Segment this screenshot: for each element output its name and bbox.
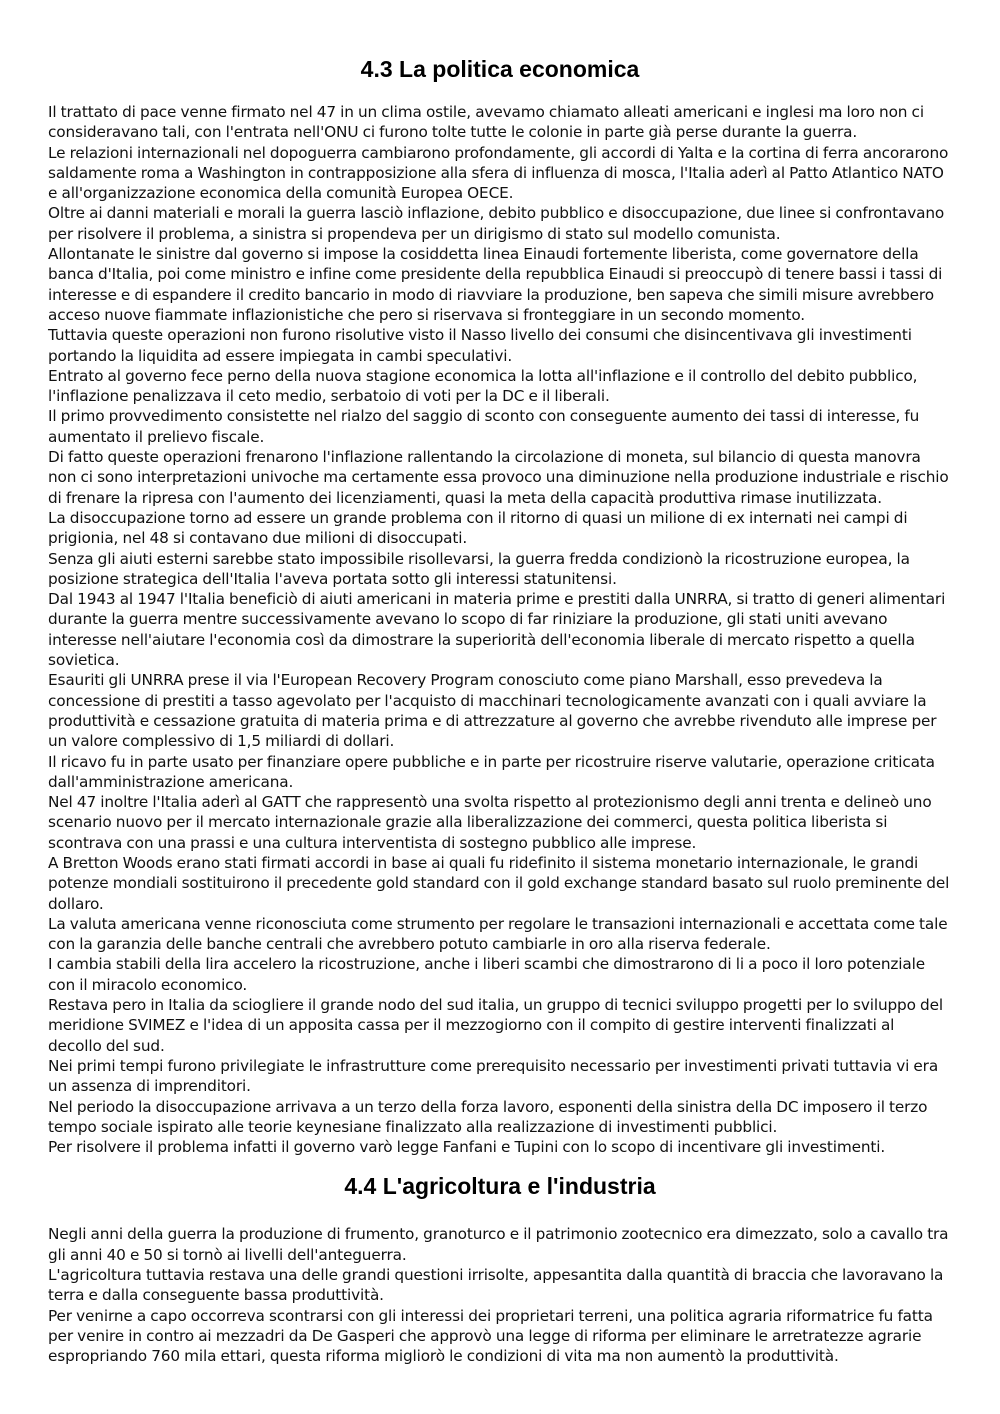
- paragraph: Negli anni della guerra la produzione di frumento, granoturco e il patrimonio zootecnico era dimezzato, solo a cavallo tra gli anni 40 e 50 si tornò ai livelli dell'anteguerra.: [48, 1225, 949, 1264]
- paragraph: Nel 47 inoltre l'Italia aderì al GATT che rappresentò una svolta rispetto al protezionismo degli anni trenta e delineò uno scenario nuovo per il mercato internazionale grazie alla liberalizzazione dei commerci, questa politica liberista si scontrava con una prassi e una cultura interventista di sostegno pubblico alle imprese.: [48, 793, 932, 852]
- section-title: 4.3 La politica economica: [360, 56, 640, 82]
- paragraph: Di fatto queste operazioni frenarono l'inflazione rallentando la circolazione di moneta, sul bilancio di questa manovra non ci sono interpretazioni univoche ma certamente essa provoco una diminuzione nella produzione industriale e rischio di frenare la ripresa con l'aumento dei licenziamenti, quasi la meta della capacità produttiva rimase inutilizzata.: [48, 448, 949, 507]
- paragraph: Nei primi tempi furono privilegiate le infrastrutture come prerequisito necessario per investimenti privati tuttavia vi era un assenza di imprenditori.: [48, 1056, 939, 1096]
- paragraph: Il trattato di pace venne firmato nel 47 in un clima ostile, avevamo chiamato alleati americani e inglesi ma loro non ci consideravano tali, con l'entrata nell'ONU ci furono tolte tutte le colonie in parte già perse durante la guerra.: [48, 103, 924, 142]
- paragraph: Dal 1943 al 1947 l'Italia beneficiò di aiuti americani in materia prime e prestiti dalla UNRRA, si tratto di generi alimentari durante la guerra mentre successivamente avevano lo scopo di far riniziare la produzione, gli stati uniti avevano interesse nell'aiutare l'economia così da dimostrare la superiorità dell'economia liberale di mercato rispetto a quella sovietica.: [48, 590, 946, 670]
- section-politica-economica: [48, 52, 952, 1157]
- paragraph: Oltre ai danni materiali e morali la guerra lasciò inflazione, debito pubblico e disoccupazione, due linee si confrontavano per risolvere il problema, a sinistra si propendeva per un dirigismo di stato sul modello comunista.: [48, 204, 945, 243]
- paragraph: Esauriti gli UNRRA prese il via l'European Recovery Program conosciuto come piano Marshall, esso prevedeva la concessione di prestiti a tasso agevolato per l'acquisto di macchinari tecnologicamente avanzati con i quali avviare la produttività e cessazione gratuita di materia prima e di attrezzature al governo che avrebbe rivenduto alle imprese per un valore complessivo di 1,5 miliardi di dollari.: [48, 671, 937, 751]
- section-body: [48, 1224, 952, 1366]
- paragraph: Il primo provvedimento consistette nel rialzo del saggio di sconto con conseguente aumento dei tassi di interesse, fu aumentato il prelievo fiscale.: [48, 407, 920, 446]
- paragraph: A Bretton Woods erano stati firmati accordi in base ai quali fu ridefinito il sistema monetario internazionale, le grandi potenze mondiali sostituirono il precedente gold standard con il gold exchange standard basato sul ruolo preminente del dollaro.: [48, 853, 950, 913]
- paragraph: La valuta americana venne riconosciuta come strumento per regolare le transazioni internazionali e accettata come tale con la garanzia delle banche centrali che avrebbero potuto cambiarle in oro alla riserva federale.: [48, 914, 948, 954]
- section-agricoltura-industria: [48, 1169, 952, 1366]
- paragraph: Per venirne a capo occorreva scontrarsi con gli interessi dei proprietari terreni, una politica agraria riformatrice fu fatta per venire in contro ai mezzadri da De Gasperi che approvò una legge di riforma per eliminare le arretratezze agrarie espropriando 760 mila ettari, questa riforma migliorò le condizioni di vita ma non aumentò la produttività.: [48, 1306, 933, 1366]
- paragraph: Allontanate le sinistre dal governo si impose la cosiddetta linea Einaudi fortemente liberista, come governatore della banca d'Italia, poi come ministro e infine come presidente della repubblica Einaudi si preoccupò di tenere bassi i tassi di interesse e di espandere il credito bancario in modo di riavviare la produzione, ben sapeva che simili misure avrebbero acceso nuove fiammate inflazionistiche che pero si riservava si fronteggiare in un secondo momento.: [48, 245, 943, 324]
- paragraph: Il ricavo fu in parte usato per finanziare opere pubbliche e in parte per ricostruire riserve valutarie, operazione criticata dall'amministrazione americana.: [48, 752, 935, 791]
- section-body: [48, 102, 952, 1157]
- paragraph: I cambia stabili della lira accelero la ricostruzione, anche i liberi scambi che dimostrarono di li a poco il loro potenziale con il miracolo economico.: [48, 955, 925, 994]
- paragraph: L'agricoltura tuttavia restava una delle grandi questioni irrisolte, appesantita dalla quantità di braccia che lavoravano la terra e dalla conseguente bassa produttività.: [48, 1266, 944, 1305]
- paragraph: Tuttavia queste operazioni non furono risolutive visto il Nasso livello dei consumi che disincentivava gli investimenti portando la liquidita ad essere impiegata in cambi speculativi.: [48, 326, 912, 365]
- section-title: 4.4 L'agricoltura e l'industria: [344, 1173, 656, 1200]
- paragraph: Nel periodo la disoccupazione arrivava a un terzo della forza lavoro, esponenti della sinistra della DC imposero il terzo tempo sociale ispirato alle teorie keynesiane finalizzato alla realizzazione di investimenti pubblici.: [48, 1097, 928, 1136]
- paragraph: La disoccupazione torno ad essere un grande problema con il ritorno di quasi un milione di ex internati nei campi di prigionia, nel 48 si contavano due milioni di disoccupati.: [48, 508, 908, 548]
- paragraph: Restava pero in Italia da sciogliere il grande nodo del sud italia, un gruppo di tecnici sviluppo progetti per lo sviluppo del meridione SVIMEZ e l'idea di un apposita cassa per il mezzogiorno con il compito di gestire interventi finalizzati al decollo del sud.: [48, 996, 943, 1055]
- paragraph: Senza gli aiuti esterni sarebbe stato impossibile risollevarsi, la guerra fredda condizionò la ricostruzione europea, la posizione strategica dell'Italia l'aveva portata sotto gli interessi statunitensi.: [48, 549, 910, 588]
- paragraph: Per risolvere il problema infatti il governo varò legge Fanfani e Tupini con lo scopo di incentivare gli investimenti.: [48, 1138, 886, 1157]
- paragraph: Le relazioni internazionali nel dopoguerra cambiarono profondamente, gli accordi di Yalta e la cortina di ferra ancorarono saldamente roma a Washington in contrapposizione alla sfera di influenza di mosca, l'Italia aderì al Patto Atlantico NATO e all'organizzazione economica della comunità Europea OECE.: [48, 143, 949, 203]
- paragraph: Entrato al governo fece perno della nuova stagione economica la lotta all'inflazione e il controllo del debito pubblico, l'inflazione penalizzava il ceto medio, serbatoio di voti per la DC e il liberali.: [48, 366, 918, 406]
